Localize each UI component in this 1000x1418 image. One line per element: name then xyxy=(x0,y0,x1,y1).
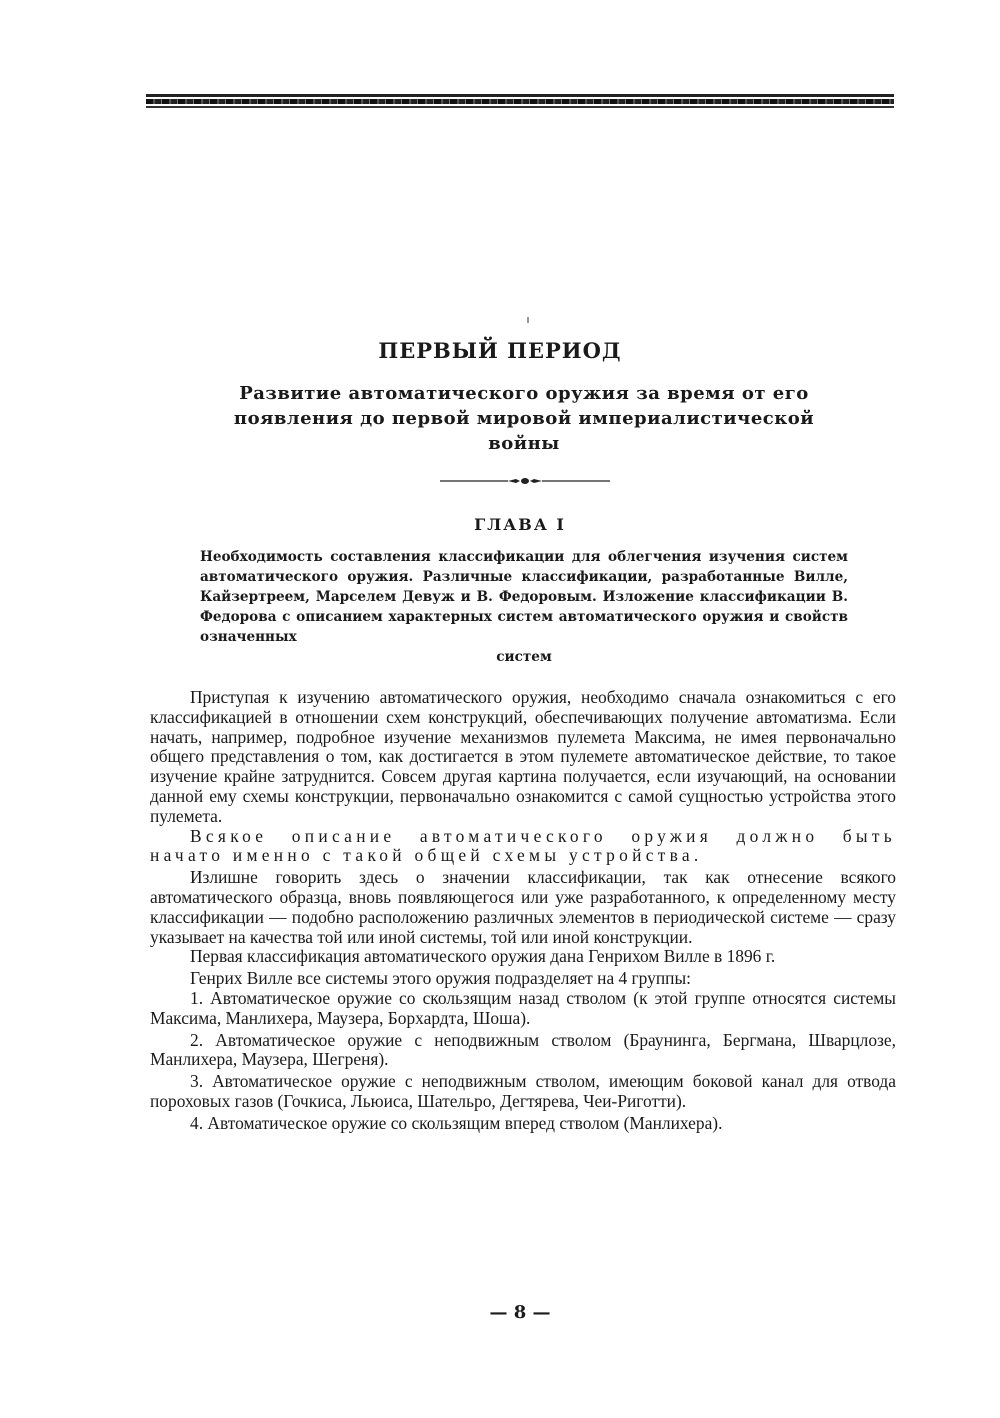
paragraph: Генрих Вилле все системы этого оружия подразделяет на 4 группы: xyxy=(190,968,691,989)
chapter-summary xyxy=(200,547,848,667)
chapter-summary-text: Необходимость составления классификации для облегчения изучения систем автоматического оружия. Различные классификации, разработанные Вилле, Кайзертреем, Марселем Девуж и В. Федоровым. Изложение классификации В. Федорова с описанием характерных систем автоматического оружия и свойств означенных xyxy=(200,549,848,645)
chapter-heading: ГЛАВА I xyxy=(474,515,566,534)
list-item: 3. Автоматическое оружие с неподвижным стволом, имеющим боковой канал для отвода пороховых газов (Гочкиса, Льюиса, Шательро, Дегтярева, Чеи-Риготти). xyxy=(150,1071,896,1111)
body-text xyxy=(150,688,896,1134)
paragraph: Первая классификация автоматического оружия дана Генрихом Вилле в 1896 г. xyxy=(190,946,776,967)
top-decorative-rule xyxy=(146,94,894,108)
chapter-summary-last-line: систем xyxy=(496,649,552,665)
ornament-divider xyxy=(440,476,610,486)
page-number: — 8 — xyxy=(489,1302,551,1323)
period-title: ПЕРВЫЙ ПЕРИОД xyxy=(378,338,622,363)
paragraph: Приступая к изучению автоматического оружия, необходимо сначала ознакомиться с его классификацией в отношении схем конструкций, обеспечивающих получение автоматизма. Если начать, например, подробное изучение механизмов пулемета Максима, не имея первоначально общего представления о том, как достигается в этом пулемете автоматическое действие, то такое изучение крайне затруднится. Совсем другая картина получается, если изучающий, на основании данной ему схемы конструкции, первоначально ознакомится с самой сущностью устройства этого пулемета. xyxy=(150,687,896,826)
list-item: 1. Автоматическое оружие со скользящим назад стволом (к этой группе относятся системы Максима, Манлихера, Маузера, Борхардта, Шоша). xyxy=(150,987,896,1028)
paragraph: Излишне говорить здесь о значении классификации, так как отнесение всякого автоматического образца, вновь появляющегося или уже разработанного, к определенному месту классификации — подобно расположению различных элементов в периодической системе — сразу указывает на качества той или иной системы, той или иной конструкции. xyxy=(150,867,896,947)
list-item: 4. Автоматическое оружие со скользящим вперед стволом (Манлихера). xyxy=(190,1112,723,1133)
paragraph: Всякое описание автоматического оружия должно быть начато именно с такой общей схемы устройства. xyxy=(150,825,896,866)
scan-mark xyxy=(527,317,529,323)
period-subtitle: Развитие автоматического оружия за время от его появления до первой мировой империалистической войны xyxy=(233,383,815,454)
list-item: 2. Автоматическое оружие с неподвижным стволом (Браунинга, Бергмана, Шварцлозе, Манлихера, Маузера, Шегреня). xyxy=(150,1029,896,1070)
